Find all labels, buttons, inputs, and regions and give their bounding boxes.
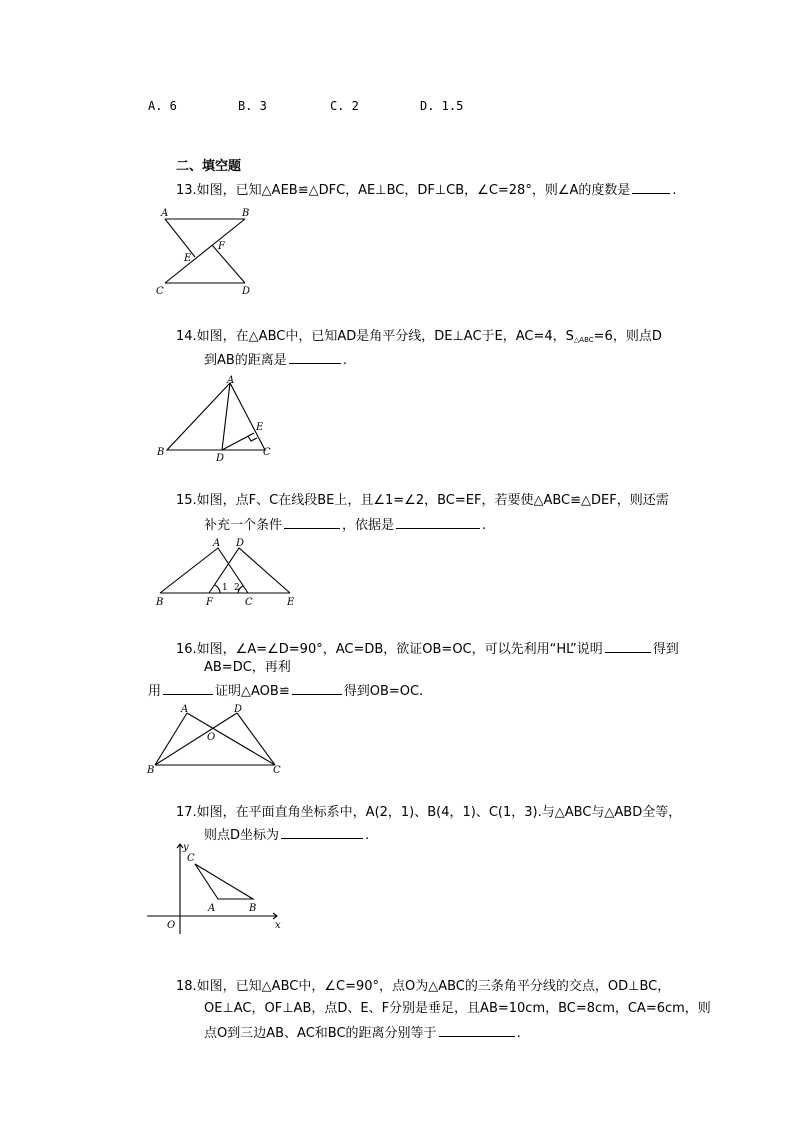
q16-line3-mid: 证明△AOB≌ [215, 684, 290, 699]
q14-seg-de [222, 433, 254, 450]
q16-label-b: B [147, 765, 155, 776]
q15-label-d: D [236, 538, 245, 549]
question-16-line2: AB=DC，再利 [204, 660, 291, 675]
question-15-line1: 15.如图，点F、C在线段BE上，且∠1=∠2，BC=EF，若要使△ABC≌△DEF，则还需 [176, 493, 669, 508]
q16-label-a: A [181, 704, 189, 715]
q13-figure [150, 205, 260, 297]
question-14-line1 [176, 330, 662, 343]
q16-blank-3[interactable] [292, 682, 342, 695]
q15-basis-blank[interactable] [396, 516, 480, 529]
question-17-line1: 17.如图，在平面直角坐标系中，A(2，1)、B(4，1)、C(1，3).与△ABC与△ABD全等， [176, 805, 682, 820]
section-title: 二、填空题 [176, 159, 242, 174]
q17-triangle-abc [195, 864, 253, 899]
q13-stem: 13.如图，已知△AEB≌△DFC，AE⊥BC，DF⊥CB，∠C=28°，则∠A的度数是 [176, 183, 631, 198]
q14-answer-blank[interactable] [289, 351, 341, 364]
q15-label-a: A [213, 538, 221, 549]
q17-line2-text: 则点D坐标为 [204, 828, 280, 843]
q13-label-a: A [161, 208, 169, 219]
q16-label-d: D [234, 704, 243, 715]
q17-label-a: A [208, 903, 216, 914]
option-a: A. 6 [148, 99, 177, 113]
q13-label-e: E [184, 253, 192, 264]
q13-label-f: F [218, 241, 225, 252]
q17-label-y: y [183, 842, 189, 853]
q15-label-c: C [245, 597, 253, 608]
q16-figure [145, 700, 290, 778]
q16-seg-ac [187, 713, 275, 765]
q17-figure [145, 838, 290, 938]
q15-condition-blank[interactable] [284, 516, 340, 529]
q13-seg-df [212, 245, 245, 283]
q17-label-x: x [275, 920, 281, 931]
q15-label-e: E [287, 597, 295, 608]
q16-seg-dc [237, 713, 275, 765]
q15-line2-text: 补充一个条件 [204, 518, 283, 533]
question-18-line3 [204, 1024, 521, 1040]
q16-label-o: O [207, 732, 216, 743]
q14-stem: 14.如图，在△ABC中，已知AD是角平分线，DE⊥AC于E，AC=4，S [176, 329, 574, 344]
q15-label-b: B [156, 597, 164, 608]
q13-end: . [672, 183, 677, 198]
q17-answer-blank[interactable] [281, 826, 363, 839]
q16-label-c: C [273, 765, 281, 776]
question-14-line2 [204, 351, 347, 367]
q13-label-d: D [242, 286, 251, 297]
q15-figure [150, 534, 305, 608]
question-18-line2: OE⊥AC，OF⊥AB，点D、E、F分别是垂足，且AB=10cm，BC=8cm，CA=6cm，则 [204, 1001, 711, 1016]
q16-line3-end: 得到OB=OC. [343, 684, 424, 699]
question-16-line3 [148, 682, 423, 698]
q16-stem: 16.如图，∠A=∠D=90°，AC=DB，欲证OB=OC，可以先利用“HL”说明 [176, 642, 603, 657]
q16-blank-1[interactable] [605, 640, 651, 653]
q14-label-a: A [227, 375, 235, 386]
q15-end: . [482, 518, 487, 533]
q18-answer-blank[interactable] [439, 1024, 515, 1037]
q13-label-b: B [242, 208, 250, 219]
q14-right-angle-mark [248, 436, 257, 441]
q14-line2-text: 到AB的距离是 [204, 353, 287, 368]
q14-figure [155, 375, 280, 465]
q14-subscript: △ABC [573, 336, 594, 344]
question-13-text [176, 181, 677, 197]
question-18-line1: 18.如图，已知△ABC中，∠C=90°，点O为△ABC的三条角平分线的交点，OD⊥BC， [176, 979, 671, 994]
option-c: C. 2 [330, 99, 359, 113]
q17-label-b: B [249, 903, 257, 914]
q14-label-c: C [263, 447, 271, 458]
q15-label-angle2: 2 [234, 583, 240, 593]
q18-end: . [516, 1026, 521, 1041]
q14-stem-end: =6，则点D [593, 329, 662, 344]
q14-label-b: B [157, 447, 165, 458]
q13-seg-bc [165, 219, 245, 283]
q15-label-f: F [206, 597, 213, 608]
q15-label-angle1: 1 [222, 583, 228, 593]
q14-seg-ad [222, 383, 230, 450]
option-b: B. 3 [238, 99, 267, 113]
q16-line1-end: 得到 [652, 642, 679, 657]
q17-label-c: C [187, 853, 195, 864]
q16-blank-2[interactable] [163, 682, 213, 695]
q17-end: . [365, 828, 370, 843]
q14-label-e: E [256, 422, 264, 433]
question-16-line1 [176, 640, 679, 656]
question-15-line2 [204, 516, 486, 532]
option-d: D. 1.5 [420, 99, 464, 113]
q14-end: . [342, 353, 347, 368]
q15-line2-mid: ，依据是 [342, 518, 395, 533]
q16-seg-ba [155, 713, 187, 765]
q13-label-c: C [156, 286, 164, 297]
q16-seg-bd [155, 713, 237, 765]
q16-line3-text: 用 [148, 684, 162, 699]
q13-answer-blank[interactable] [632, 181, 670, 194]
q18-line3-text: 点O到三边AB、AC和BC的距离分别等于 [204, 1026, 437, 1041]
q17-label-o: O [167, 920, 176, 931]
q14-label-d: D [216, 453, 225, 464]
q13-seg-ae [165, 219, 195, 257]
q15-angle1-arc [215, 585, 220, 593]
